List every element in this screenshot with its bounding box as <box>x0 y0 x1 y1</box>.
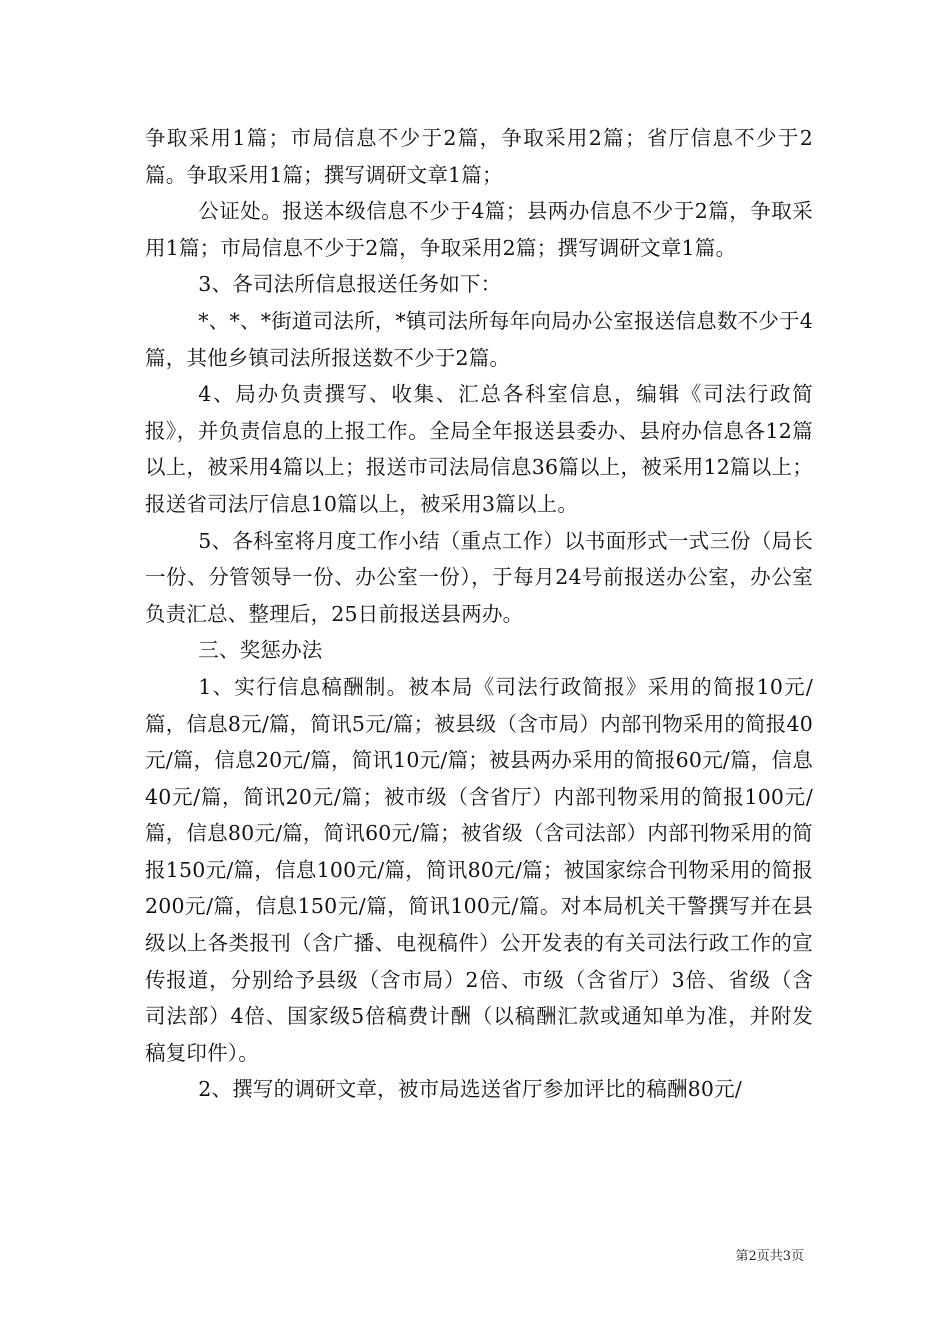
paragraph-research-articles: 2、撰写的调研文章，被市局选送省厅参加评比的稿酬80元/ <box>198 1077 742 1102</box>
paragraph-street-judicial-office: *、*、*街道司法所，*镇司法所每年向局办公室报送信息数不少于4篇，其他乡镇司法所报送数不少于2篇。 <box>145 308 813 370</box>
paragraph-bureau-office: 4、局办负责撰写、收集、汇总各科室信息，编辑《司法行政简报》，并负责信息的上报工作。全局全年报送县委办、县府办信息各12篇以上，被采用4篇以上；报送市司法局信息36篇以上，被采用12篇以上；报送省司法厅信息10篇以上，被采用3篇以上。 <box>145 382 813 516</box>
document-body <box>145 120 813 1108</box>
section-heading-rewards: 三、奖惩办法 <box>198 638 323 663</box>
paragraph-remuneration: 1、实行信息稿酬制。被本局《司法行政简报》采用的简报10元/篇，信息8元/篇，简讯5元/篇；被县级（含市局）内部刊物采用的简报40元/篇，信息20元/篇，简讯10元/篇；被县两办采用的简报60元/篇，信息40元/篇，简讯20元/篇；被市级（含省厅）内部刊物采用的简报100元/篇，信息80元/篇，简讯60元/篇；被省级（含司法部）内部刊物采用的简报150元/篇，信息100元/篇，简讯80元/篇；被国家综合刊物采用的简报200元/篇，信息150元/篇，简讯100元/篇。对本局机关干警撰写并在县级以上各类报刊（含广播、电视稿件）公开发表的有关司法行政工作的宣传报道，分别给予县级（含市局）2倍、市级（含省厅）3倍、省级（含司法部）4倍、国家级5倍稿费计酬（以稿酬汇款或通知单为准，并附发稿复印件）。 <box>145 674 813 1065</box>
page-number: 第2页共3页 <box>735 1249 804 1264</box>
paragraph-continuation: 争取采用1篇；市局信息不少于2篇，争取采用2篇；省厅信息不少于2篇。争取采用1篇；撰写调研文章1篇； <box>145 126 813 187</box>
paragraph-notary-office: 公证处。报送本级信息不少于4篇；县两办信息不少于2篇，争取采用1篇；市局信息不少于2篇，争取采用2篇；撰写调研文章1篇。 <box>145 199 813 260</box>
paragraph-monthly-summary: 5、各科室将月度工作小结（重点工作）以书面形式一式三份（局长一份、分管领导一份、办公室一份），于每月24号前报送办公室，办公室负责汇总、整理后，25日前报送县两办。 <box>145 528 813 626</box>
paragraph-judicial-office-tasks: 3、各司法所信息报送任务如下： <box>198 272 502 297</box>
